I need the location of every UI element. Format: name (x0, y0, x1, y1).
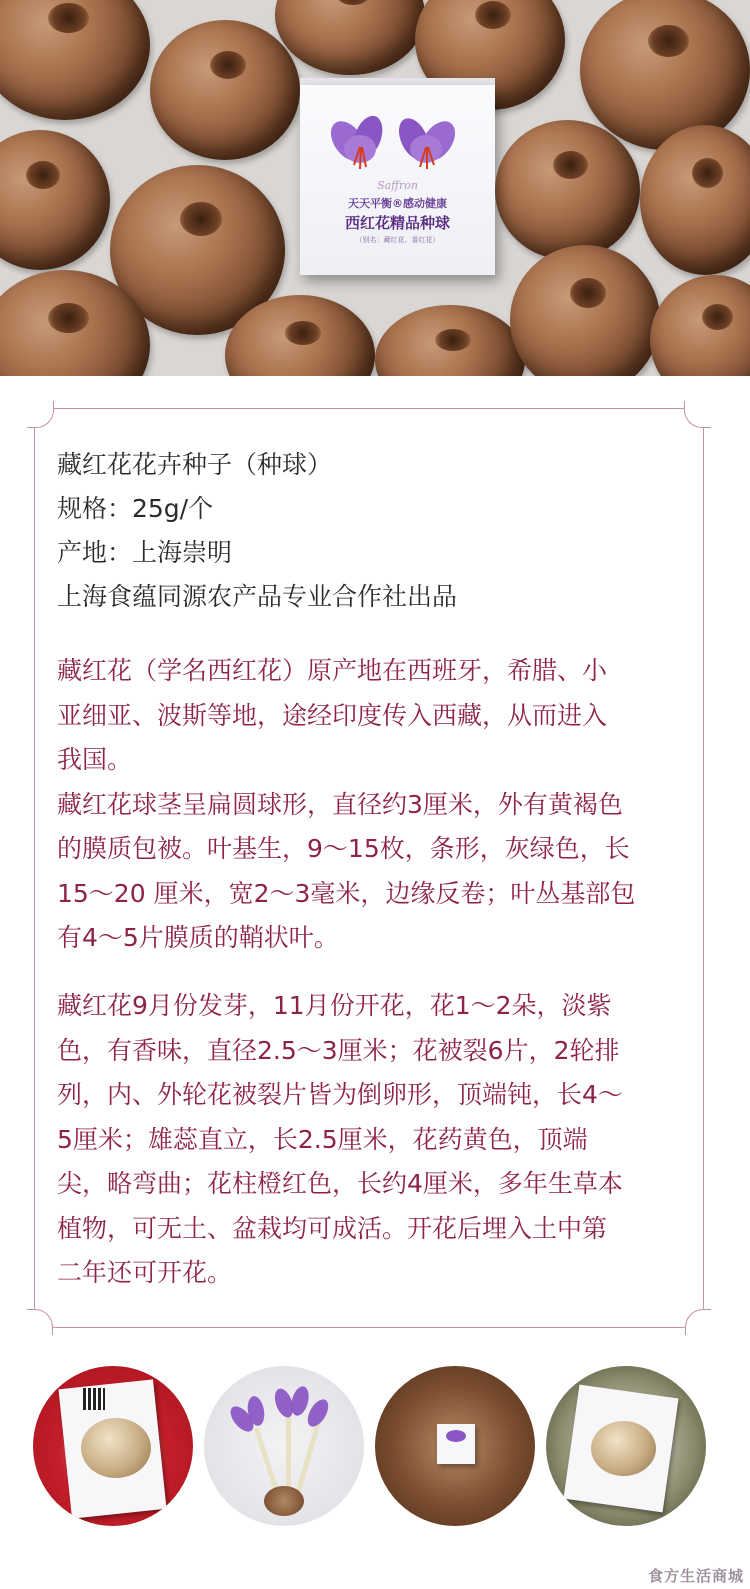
description-line: 的膜质包被。叶基生，9～15枚，条形，灰绿色，长 (57, 834, 630, 863)
saffron-flower-icon (328, 113, 398, 173)
description-line: 5厘米；雄蕊直立，长2.5厘米，花药黄色，顶端 (57, 1124, 588, 1154)
saffron-flower-icon (392, 113, 462, 173)
mini-bulb (81, 1418, 151, 1478)
thumbnail-boxed-bulb-red[interactable] (33, 1366, 193, 1526)
product-box (300, 85, 495, 275)
thumbnail-bulbs-with-box[interactable] (375, 1366, 535, 1526)
thumbnail-boxed-bulb-open[interactable] (546, 1366, 706, 1526)
product-origin: 产地：上海崇明 (57, 538, 233, 567)
saffron-bulb (495, 120, 640, 260)
qr-code-icon (83, 1388, 105, 1410)
description-line: 色，有香味，直径2.5～3厘米；花被裂6片，2轮排 (57, 1035, 620, 1065)
saffron-bulb (375, 305, 525, 376)
box-script-text: Saffron (377, 179, 418, 192)
saffron-bulb (275, 0, 425, 75)
saffron-bulb (0, 0, 150, 120)
description-paragraph-flowering (57, 984, 689, 1296)
description-line: 有4～5片膜质的鞘状叶。 (57, 923, 339, 952)
description-card (34, 408, 704, 1328)
saffron-bulb (510, 245, 660, 376)
thumbnail-gallery (0, 1366, 750, 1530)
mini-bulb (264, 1486, 304, 1516)
saffron-bulb (150, 20, 300, 160)
description-line: 我国。 (57, 745, 133, 774)
box-alias-line: （别名：藏红花、番红花） (355, 236, 440, 244)
saffron-bulb (650, 275, 750, 376)
box-product-name: 西红花精品种球 (344, 214, 450, 232)
description-line: 二年还可开花。 (57, 1258, 233, 1287)
saffron-bulb (0, 130, 110, 270)
hero-product-photo (0, 0, 750, 376)
description-line: 亚细亚、波斯等地，途经印度传入西藏，从而进入 (57, 700, 608, 730)
product-spec: 规格：25g/个 (57, 494, 214, 523)
description-line: 植物，可无土、盆栽均可成活。开花后埋入土中第 (57, 1213, 608, 1243)
description-line: 藏红花（学名西红花）原产地在西班牙，希腊、小 (57, 656, 608, 685)
description-line: 15～20 厘米，宽2～3毫米，边缘反卷；叶丛基部包 (57, 878, 636, 908)
description-line: 藏红花球茎呈扁圆球形，直径约3厘米，外有黄褐色 (57, 789, 623, 819)
mini-bulb (591, 1421, 656, 1476)
saffron-flower-icon (446, 1430, 466, 1442)
description-paragraph-origin (57, 649, 689, 961)
watermark-text: 食方生活商城 (647, 1567, 744, 1585)
product-title: 藏红花花卉种子（种球） (57, 450, 333, 479)
frame-corner (27, 1309, 53, 1335)
box-brand-line: 天天平衡®感动健康 (348, 197, 447, 210)
description-line: 列，内、外轮花被裂片皆为倒卵形，顶端钝，长4～ (57, 1080, 623, 1109)
description-line: 藏红花9月份发芽，11月份开花，花1～2朵，淡紫 (57, 991, 612, 1020)
product-producer: 上海食蕴同源农产品专业合作社出品 (57, 582, 458, 611)
frame-corner (685, 1309, 711, 1335)
thumbnail-flowers[interactable] (204, 1366, 364, 1526)
product-info-block (57, 443, 687, 619)
description-line: 尖，略弯曲；花柱橙红色，长约4厘米，多年生草本 (57, 1169, 623, 1198)
